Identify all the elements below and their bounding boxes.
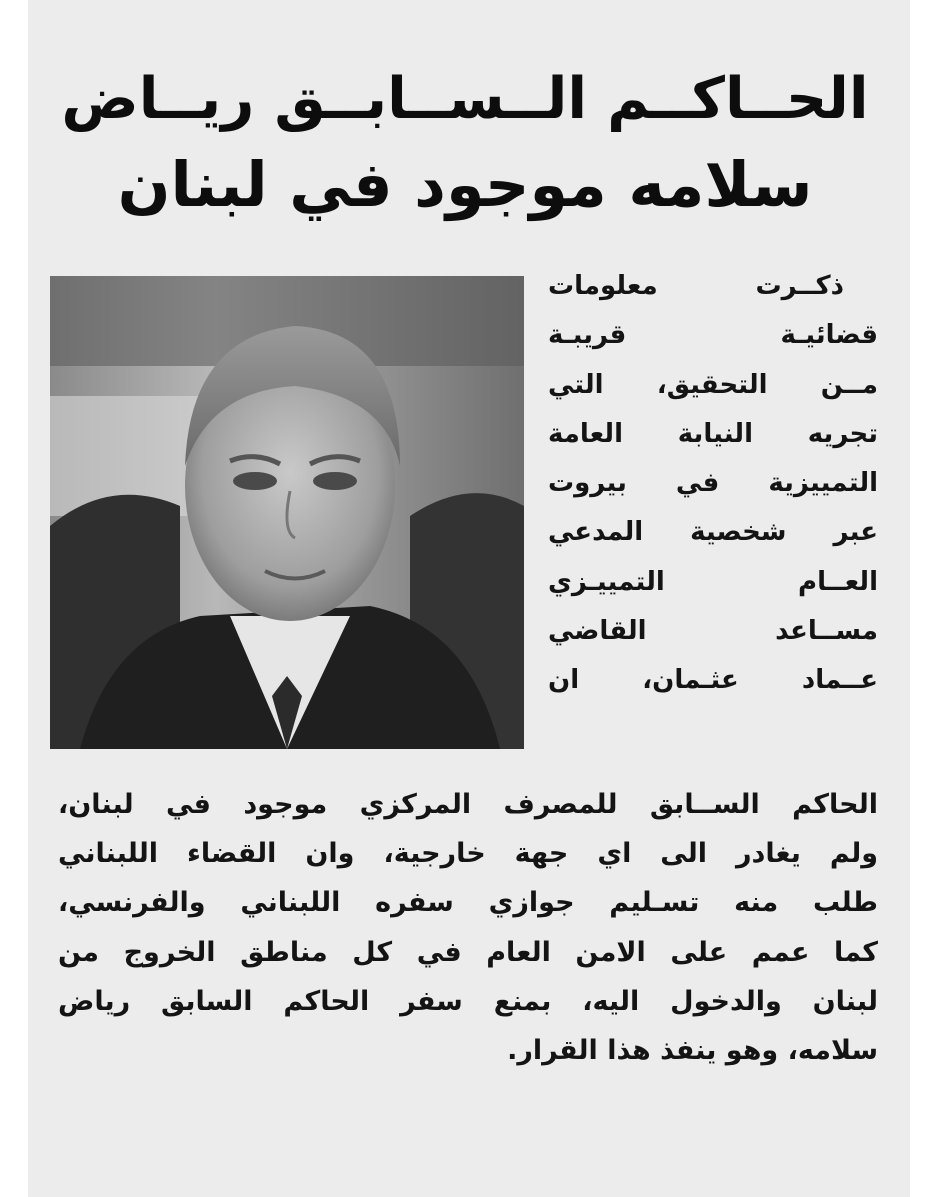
body-line: عبر شخصية المدعي xyxy=(548,517,878,548)
article-body-wide xyxy=(58,780,878,1075)
body-line: كما عمم على الامن العام في كل مناطق الخروج من xyxy=(58,936,878,968)
body-line: التمييزية في بيروت xyxy=(548,468,878,499)
body-line: لبنان والدخول اليه، بمنع سفر الحاكم السابق رياض xyxy=(58,985,878,1017)
body-line: الحاكم الســابق للمصرف المركزي موجود في لبنان، xyxy=(58,789,878,820)
body-line: ذكــرت معلومات xyxy=(548,271,844,301)
body-line: مســاعد القاضي xyxy=(548,616,878,647)
body-line: سلامه، وهو ينفذ هذا القرار. xyxy=(507,1035,878,1067)
body-line: مــن التحقيق، التي xyxy=(548,369,878,400)
body-line: العــام التمييـزي xyxy=(548,566,878,597)
body-line: طلب منه تسـليم جوازي سفره اللبناني والفرنسي، xyxy=(58,887,878,919)
article-body-narrow xyxy=(548,262,878,706)
body-line: عــماد عثـمان، ان xyxy=(548,665,878,696)
body-line: ولم يغادر الى اي جهة خارجية، وان القضاء اللبناني xyxy=(58,838,878,870)
article-headline xyxy=(60,56,870,228)
headline-line-2: سلامه موجود في لبنان xyxy=(117,148,813,221)
portrait-photo-icon xyxy=(50,276,524,749)
headline-line-1: الحــاكــم الــســابــق ريــاض xyxy=(61,65,869,132)
article-photo xyxy=(50,276,524,749)
body-line: تجريه النيابة العامة xyxy=(548,418,878,449)
body-line: قضائيـة قريبـة xyxy=(548,320,878,351)
